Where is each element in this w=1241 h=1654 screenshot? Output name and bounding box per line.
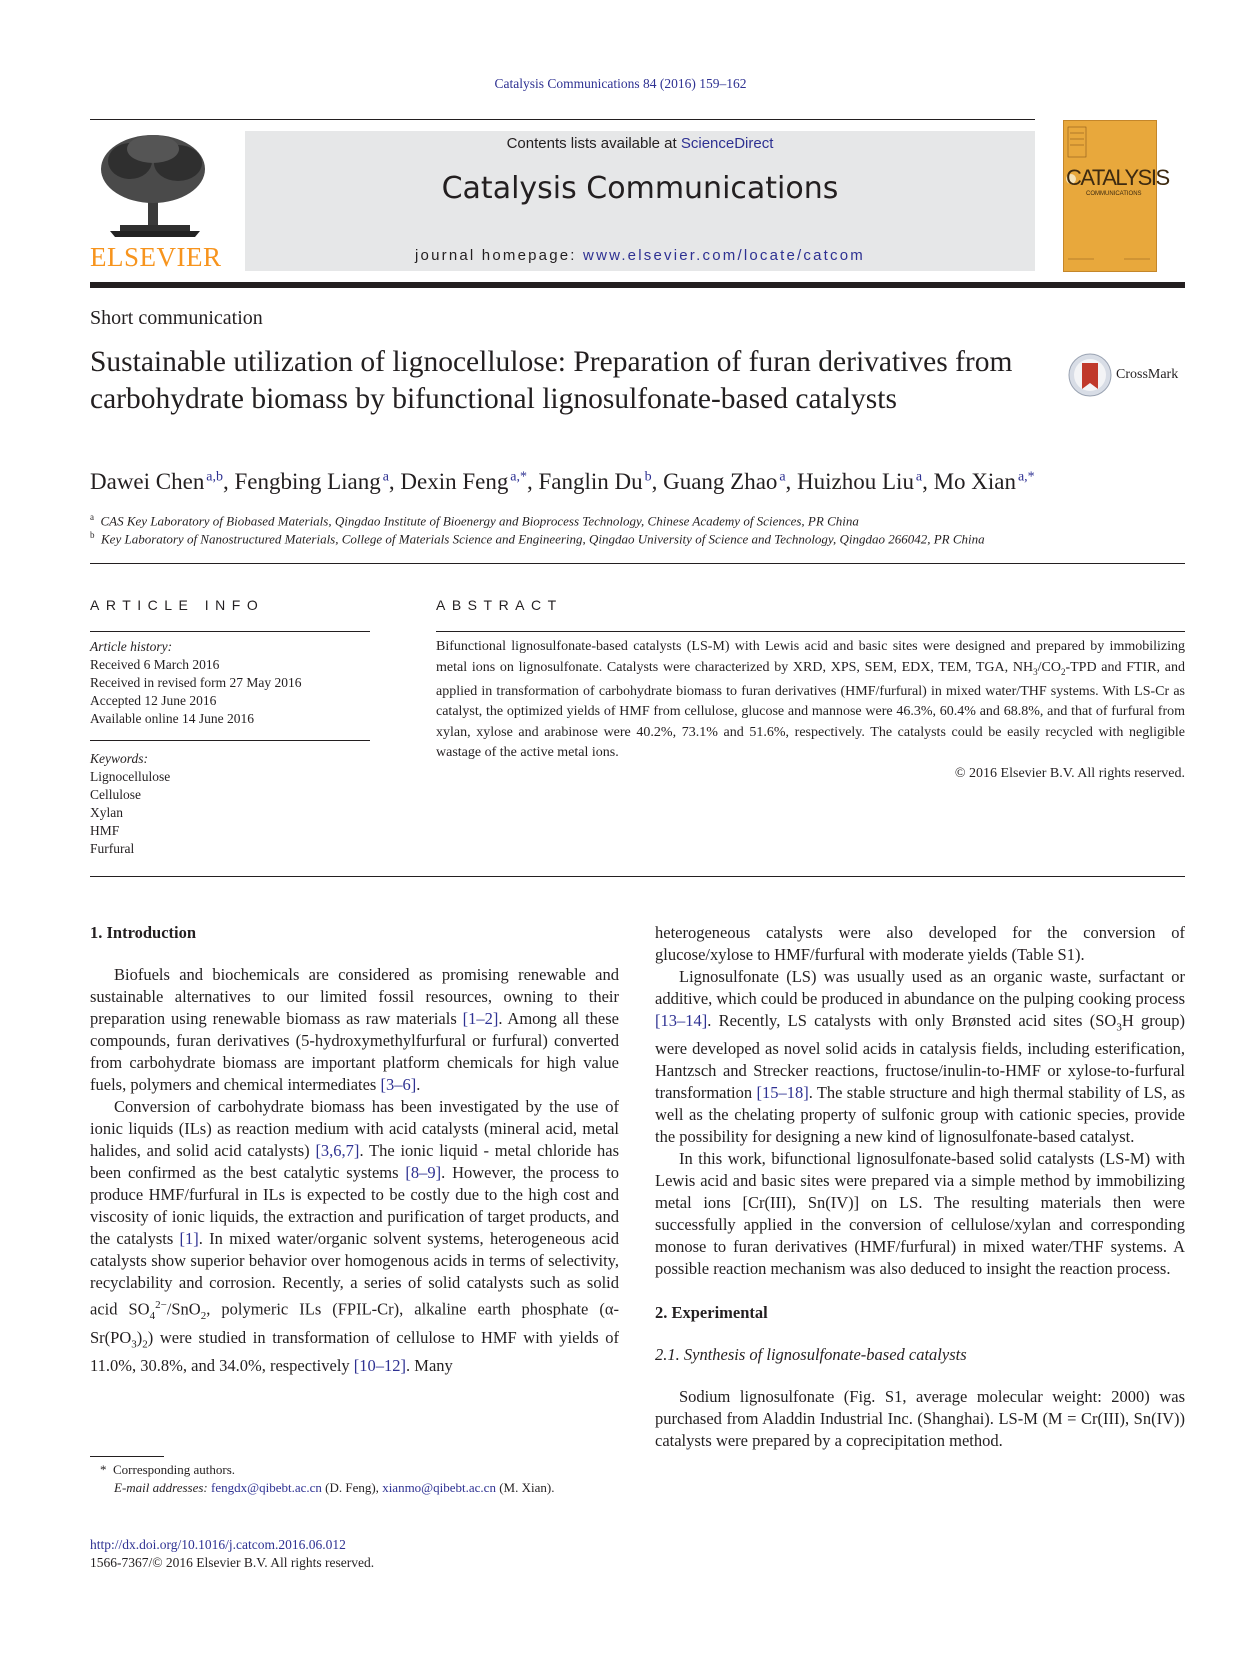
author-name[interactable]: Dawei Chen bbox=[90, 469, 205, 494]
section-heading: 2. Experimental bbox=[655, 1303, 768, 1323]
keyword: Lignocellulose bbox=[90, 769, 171, 784]
email-owner: (D. Feng), bbox=[325, 1480, 379, 1495]
author-affiliation-mark[interactable]: a bbox=[382, 469, 389, 485]
footnote bbox=[90, 1461, 630, 1497]
cover-subtitle: COMMUNICATIONS bbox=[1086, 191, 1142, 197]
reference-link[interactable]: [1] bbox=[179, 1229, 199, 1248]
keyword: Cellulose bbox=[90, 787, 141, 802]
doi-block bbox=[90, 1536, 374, 1572]
crossmark-icon bbox=[1068, 353, 1112, 397]
journal-cover[interactable] bbox=[1063, 120, 1169, 272]
contents-prefix: Contents lists available at bbox=[506, 135, 677, 152]
tree-icon bbox=[90, 131, 220, 241]
reference-link[interactable]: [10–12] bbox=[353, 1356, 407, 1376]
keywords-label: Keywords: bbox=[90, 751, 148, 766]
article-info bbox=[90, 638, 370, 858]
sciencedirect-link[interactable]: ScienceDirect bbox=[680, 135, 774, 152]
article-info-heading: ARTICLE INFO bbox=[90, 597, 265, 613]
publisher-name: ELSEVIER bbox=[90, 242, 222, 272]
affiliation-b bbox=[90, 530, 985, 547]
email-owner: (M. Xian). bbox=[499, 1480, 555, 1495]
abstract-copyright: © 2016 Elsevier B.V. All rights reserved. bbox=[954, 765, 1185, 781]
email-link[interactable]: fengdx@qibebt.ac.cn bbox=[211, 1480, 322, 1495]
right-column bbox=[655, 922, 1185, 1452]
keyword: HMF bbox=[90, 823, 120, 838]
author-affiliation-mark[interactable]: a,b bbox=[206, 469, 223, 485]
keywords-rule bbox=[90, 740, 370, 741]
abstract: Bifunctional lignosulfonate-based catalysts (LS-M) with Lewis acid and basic sites were designed and prepared by immobilizing metal ions on lignosulfonate. Catalysts were characterized by XRD, XPS, SEM, EDX, TEM, TGA, $NH_3/CO_2$-TPD and FTIR, and applied in transformation of carbohydrate biomass to furan derivatives (HMF/furfural) in mixed water/THF systems. With LS-Cr as catalyst, the optimized yields of HMF from cellulose, glucose and mannose were 46.3%, 60.4% and 68.8%, and that of furfural from xylan, xylose and arabinose were 40.2%, 73.1% and 51.6%, respectively. The catalysts could be easily recycled with negligible wastage of the active metal ions. © 2016 Elsevier B.V. All rights reserved. bbox=[436, 637, 1185, 784]
footnote-mark: * bbox=[100, 1462, 107, 1477]
section-heading: 1. Introduction bbox=[90, 923, 197, 942]
elsevier-logo[interactable] bbox=[90, 131, 220, 273]
footnote-corresponding: * Corresponding authors. bbox=[100, 1462, 236, 1477]
paragraph: Conversion of carbohydrate biomass has been investigated by the use of ionic liquids (ILs) as reaction medium with acid catalysts (mineral acid, metal halides, and solid acid catalysts) [3,6,7]. The ionic liquid - metal chloride has been confirmed as the best catalytic systems [8–9]. However, the process to produce HMF/furfural in ILs is expected to be costly due to the high cost and viscosity of ionic liquids, the extraction and purification of target products, and the catalysts [1]. In mixed water/organic solvent systems, heterogeneous acid catalysts show superior behavior over homogenous acids in terms of selectivity, recyclability and corrosion. Recently, a series of solid catalysts such as solid acid $SO_4^{2-}/SnO_2$, polymeric ILs (FPIL-Cr), alkaline earth phosphate $(\alpha-Sr(PO_3)_2)$ were studied in transformation of cellulose to HMF with yields of 11.0%, 30.8%, and 34.0%, respectively [10–12]. Many bbox=[90, 1097, 619, 1376]
keyword: Xylan bbox=[90, 805, 123, 820]
header-bottom-bar bbox=[90, 282, 1185, 288]
author-name[interactable]: Fanglin Du bbox=[538, 469, 643, 494]
reference-link[interactable]: [15–18] bbox=[756, 1083, 809, 1103]
email-link[interactable]: xianmo@qibebt.ac.cn bbox=[382, 1480, 496, 1495]
author-name[interactable]: Fengbing Liang bbox=[234, 469, 381, 494]
paragraph: Biofuels and biochemicals are considered as promising renewable and sustainable alternatives to our limited fossil resources, owning to their preparation using renewable biomass as raw materials [1–2]. Among all these compounds, furan derivatives (5-hydroxymethylfurfural or furfural) converted from carbohydrate biomass are important platform chemicals for high value fuels, polymers and chemical intermediates [3–6]. bbox=[90, 965, 619, 1094]
history-label: Article history: bbox=[90, 639, 173, 654]
email-label: E-mail addresses: bbox=[114, 1480, 208, 1495]
left-column bbox=[90, 922, 619, 1377]
reference-link[interactable]: [8–9] bbox=[405, 1163, 442, 1182]
reference-link[interactable]: [13–14] bbox=[655, 1011, 708, 1030]
affiliation-text: CAS Key Laboratory of Biobased Materials, Qingdao Institute of Bioenergy and Bioprocess Technology, Chinese Academy of Sciences, PR China bbox=[100, 513, 859, 529]
author-name[interactable]: Huizhou Liu bbox=[797, 469, 914, 494]
reference-link[interactable]: [3–6] bbox=[380, 1075, 417, 1094]
subsection-heading: 2.1. Synthesis of lignosulfonate-based catalysts bbox=[655, 1345, 967, 1365]
author-affiliation-mark[interactable]: a,* bbox=[1017, 469, 1035, 485]
article-title: Sustainable utilization of lignocellulose: Preparation of furan derivatives from carbohydrate biomass by bifunctional lignosulfonate-based catalysts bbox=[90, 346, 1013, 415]
author-name[interactable]: Mo Xian bbox=[933, 469, 1017, 494]
article-info-rule bbox=[90, 631, 370, 632]
abstract-text: Bifunctional lignosulfonate-based catalysts (LS-M) with Lewis acid and basic sites were designed and prepared by immobilizing metal ions on lignosulfonate. Catalysts were characterized by XRD, XPS, SEM, EDX, TEM, TGA, NH bbox=[436, 639, 1185, 675]
author-affiliation-mark[interactable]: a bbox=[779, 469, 786, 485]
contents-line bbox=[245, 135, 1035, 152]
reference-link[interactable]: [3,6,7] bbox=[315, 1141, 360, 1160]
journal-banner bbox=[245, 131, 1035, 271]
header-top-rule bbox=[90, 119, 1035, 120]
article-type: Short communication bbox=[90, 307, 263, 329]
homepage-link[interactable]: www.elsevier.com/locate/catcom bbox=[583, 247, 865, 264]
crossmark-label: CrossMark bbox=[1116, 367, 1179, 382]
author-affiliation-mark[interactable]: a,* bbox=[510, 469, 528, 485]
footnote-emails bbox=[90, 1479, 630, 1497]
history-item: Received 6 March 2016 bbox=[90, 657, 220, 672]
abstract-heading: ABSTRACT bbox=[436, 597, 563, 613]
paragraph: Sodium lignosulfonate (Fig. S1, average molecular weight: 2000) was purchased from Aladdin Industrial Inc. (Shanghai). LS-M (M = Cr(III), Sn(IV)) catalysts were prepared by a coprecipitation method. bbox=[655, 1387, 1185, 1451]
history-item: Accepted 12 June 2016 bbox=[90, 693, 217, 708]
abstract-rule bbox=[436, 631, 1185, 632]
homepage-prefix: journal homepage: bbox=[415, 247, 577, 264]
author-affiliation-mark[interactable]: a bbox=[915, 469, 923, 485]
crossmark-badge[interactable] bbox=[1068, 353, 1188, 401]
cover-title: CATALYSIS bbox=[1066, 165, 1169, 190]
author-affiliation-mark[interactable]: b bbox=[644, 469, 652, 485]
doi-link[interactable]: http://dx.doi.org/10.1016/j.catcom.2016.06.012 bbox=[90, 1537, 346, 1552]
affiliation-text: Key Laboratory of Nanostructured Materials, College of Materials Science and Engineering, Qingdao University of Science and Technology, Qingdao 266042, PR China bbox=[101, 531, 985, 547]
abstract-divider bbox=[90, 876, 1185, 877]
journal-title: Catalysis Communications bbox=[441, 171, 839, 206]
issn-line: 1566-7367/© 2016 Elsevier B.V. All rights reserved. bbox=[90, 1555, 375, 1570]
history-item: Received in revised form 27 May 2016 bbox=[90, 675, 302, 690]
abstract-text: /CO bbox=[1037, 659, 1061, 675]
header-divider bbox=[90, 563, 1185, 564]
affiliation-mark: a bbox=[90, 512, 94, 522]
history-item: Available online 14 June 2016 bbox=[90, 711, 254, 726]
affiliation-a bbox=[90, 512, 859, 529]
keyword: Furfural bbox=[90, 841, 135, 856]
paragraph: In this work, bifunctional lignosulfonate-based solid catalysts (LS-M) with Lewis acid and basic sites were prepared via a simple method by immobilizing metal ions [Cr(III), Sn(IV)] on LS. The resulting materials then were successfully applied in the conversion of cellulose/xylan and corresponding monose to furan derivatives (HMF/furfural) in mixed water/THF systems. A possible reaction mechanism was also deduced to insight the reaction process. bbox=[655, 1149, 1185, 1279]
author-name[interactable]: Dexin Feng bbox=[400, 469, 509, 494]
reference-link[interactable]: [1–2] bbox=[462, 1009, 499, 1028]
paragraph: heterogeneous catalysts were also developed for the conversion of glucose/xylose to HMF/furfural with moderate yields (Table S1). bbox=[655, 923, 1185, 964]
footnote-rule bbox=[90, 1456, 164, 1457]
journal-citation[interactable]: Catalysis Communications 84 (2016) 159–162 bbox=[494, 76, 747, 91]
journal-header bbox=[90, 119, 1185, 282]
abstract-text: -TPD and FTIR, and applied in transformation of carbohydrate biomass to furan derivatives (HMF/furfural) in mixed water/THF systems. With LS-Cr as catalyst, the optimized yields of HMF from cellulose, glucose and mannose were 46.3%, 60.4% and 68.8%, and that of furfural from xylan, xylose and arabinose were 40.2%, 73.1% and 51.6%, respectively. The catalysts could be easily recycled with negligible wastage of the active metal ions. bbox=[436, 659, 1185, 761]
affiliation-mark: b bbox=[90, 530, 95, 540]
homepage-line bbox=[245, 247, 1035, 264]
author-list: Dawei Chen $^{a,b}$, Fengbing Liang $^a$, Dexin Feng $^{a,*}$, Fanglin Du $^b$, Guang Zhao $^a$, Huizhou Liu $^a$, Mo Xian $^{a,*}$ bbox=[90, 469, 1035, 494]
author-name[interactable]: Guang Zhao bbox=[663, 469, 778, 494]
paragraph: Lignosulfonate (LS) was usually used as an organic waste, surfactant or additive, which could be produced in abundance on the pulping cooking process [13–14]. Recently, LS catalysts with only Brønsted acid sites ($SO_3H$ group) were developed as novel solid acids in catalysis fields, including esterification, Hantzsch and Strecker reactions, fructose/inulin-to-HMF or xylose-to-furfural transformation [15–18]. The stable structure and high thermal stability of LS, as well as the chelating property of sulfonic group with cationic species, provide the possibility for designing a new kind of lignosulfonate-based catalyst. bbox=[655, 967, 1186, 1147]
